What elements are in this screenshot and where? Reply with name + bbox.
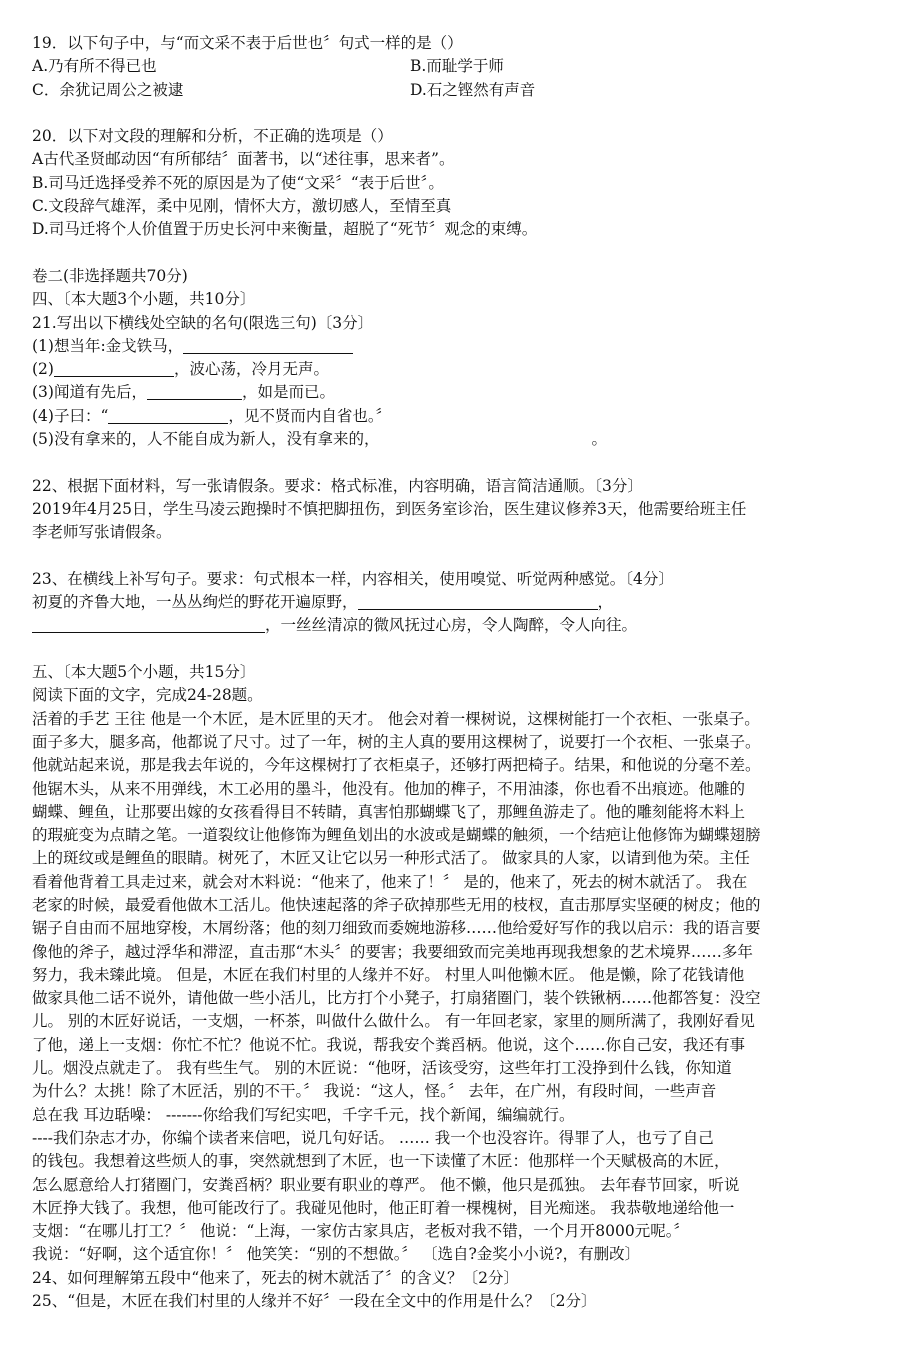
q22-material-line1: 2019年4月25日，学生马凌云跑操时不慎把脚扭伤，到医务室诊治，医生建议修养3天，他需要给班主任 <box>32 499 747 518</box>
q21-stem: 21.写出以下横线处空缺的名句(限选三句)〔3分〕 <box>32 313 374 332</box>
exam-page <box>32 32 882 1313</box>
part4-title: 四、〔本大题3个小题，共10分〕 <box>32 290 256 309</box>
q19-stem: 19．以下句子中，与“而文采不表于后世也〞句式一样的是（） <box>32 34 463 52</box>
passage-line: 活着的手艺 王往 他是一个木匠，是木匠里的天才。 他会对着一棵树说，这棵树能打一个衣柜、一张桌子。 <box>32 709 760 728</box>
q23-line2-text: ，一丝丝清凉的微风抚过心房，令人陶醉，令人向往。 <box>265 616 638 635</box>
passage-line: 总在我 耳边聒噪： -------你给我们写纪实吧，千字千元，找个新闻，编编就行。 <box>32 1105 575 1124</box>
q21-blank-2[interactable] <box>54 360 174 377</box>
passage-line: 努力，我未臻此境。 但是，木匠在我们村里的人缘并不好。 村里人叫他懒木匠。 他是懒，除了花钱请他 <box>32 965 745 984</box>
passage-line: 他锯木头，从来不用弹线，木工必用的墨斗，他没有。他加的榫子，不用油漆，你也看不出痕迹。他雕的 <box>32 779 746 798</box>
q23-stem: 23、在横线上补写句子。要求：句式根本一样，内容相关，使用嗅觉、听觉两种感觉。〔4分〕 <box>32 569 674 588</box>
passage-line: 看着他背着工具走过来，就会对木料说：“他来了，他来了！〞 是的，他来了，死去的树木就活了。 我在 <box>32 872 748 891</box>
q24-stem: 24、如何理解第五段中“他来了，死去的树木就活了〞的含义？〔2分〕 <box>32 1268 520 1287</box>
part5-title: 五、〔本大题5个小题，共15分〕 <box>32 663 256 682</box>
q23-blank-2[interactable] <box>32 616 265 633</box>
passage-line: 为什么？太挑！除了木匠活，别的不干。〞 我说：“这人，怪。〞 去年，在广州，有段时间，一些声音 <box>32 1082 717 1101</box>
q20-option-a: A古代圣贤邮动因“有所郁结〞面著书，以“述往事，思来者”。 <box>32 150 455 169</box>
q23-line2 <box>32 614 882 637</box>
q20-option-d: D.司马迁将个人价值置于历史长河中来衡量，超脱了“死节〞观念的束缚。 <box>32 220 538 239</box>
q21-line5-text: (5)没有拿来的，人不能自成为新人，没有拿来的， <box>32 430 380 449</box>
passage-line: 支烟：“在哪儿打工？〞 他说：“上海，一家仿古家具店，老板对我不错，一个月开8000元呢。〞 <box>32 1222 689 1241</box>
q21-line4 <box>32 405 882 428</box>
section2-title: 卷二(非选择题共70分) <box>32 266 188 285</box>
q20-stem: 20．以下对文段的理解和分析，不正确的选项是（） <box>32 127 393 146</box>
q21-line4-suffix: ，见不贤而内自省也。〞 <box>228 406 392 425</box>
passage-line: 怎么愿意给人打猪圈门，安粪舀柄？职业要有职业的尊严。 他不懒，他只是孤独。 去年春节回家，听说 <box>32 1175 740 1194</box>
passage-line: 了他，递上一支烟：你忙不忙？他说不忙。我说，帮我安个粪舀柄。他说，这个……你自己安，我还有事 <box>32 1035 746 1054</box>
q19-options-row1 <box>32 55 882 78</box>
q23-line1 <box>32 591 882 614</box>
passage-line: 像他的斧子，越过浮华和滞涩，直击那“木头〞的要害；我要细致而完美地再现我想象的艺术境界……多年 <box>32 942 753 961</box>
q21-line2 <box>32 358 882 381</box>
q23-line1-suffix: ， <box>597 593 614 612</box>
q21-blank-3[interactable] <box>147 383 242 400</box>
passage-line: 老家的时候，最爱看他做木工活儿。他快速起落的斧子砍掉那些无用的枝杈，直击那厚实坚硬的树皮；他的 <box>32 895 761 914</box>
q21-line3 <box>32 381 882 404</box>
q23-blank-1[interactable] <box>358 593 598 610</box>
q19-option-d: D.石之铿然有声音 <box>410 80 536 99</box>
q19-option-c: C．余犹记周公之被逮 <box>32 80 184 99</box>
passage-line: 面子多大，腿多高，他都说了尺寸。过了一年，树的主人真的要用这棵树了，说要打一个衣柜、一张桌子。 <box>32 732 761 751</box>
passage-line: 锯子自由而不屈地穿梭，木屑纷落；他的刻刀细致而委婉地游移……他给爱好写作的我以启示：我的语言要 <box>32 919 761 938</box>
reading-passage <box>32 708 882 1267</box>
q25-stem: 25、“但是，木匠在我们村里的人缘并不好〞一段在全文中的作用是什么？〔2分〕 <box>32 1292 597 1311</box>
q21-line5 <box>32 428 882 451</box>
q19-option-b: B.而耻学于师 <box>410 57 504 76</box>
q20-option-b: B.司马迁选择受养不死的原因是为了使“文采〞“表于后世〞。 <box>32 173 444 192</box>
passage-line: ----我们杂志才办，你编个读者来信吧，说几句好话。 …… 我一个也没容许。得罪了人，也亏了自己 <box>32 1128 714 1147</box>
q19-option-a: A.乃有所不得已也 <box>32 57 157 76</box>
passage-line: 的钱包。我想着这些烦人的事，突然就想到了木匠，也一下读懂了木匠：他那样一个天赋极高的木匠， <box>32 1152 730 1171</box>
q21-blank-1[interactable] <box>183 337 353 354</box>
q21-line2-prefix: (2) <box>32 360 54 379</box>
part5-intro: 阅读下面的文字，完成24-28题。 <box>32 686 263 705</box>
q22-material-line2: 李老师写张请假条。 <box>32 523 172 542</box>
passage-line: 他就站起来说，那是我去年说的，今年这棵树打了衣柜桌子，还够打两把椅子。结果，和他说的分毫不差。 <box>32 756 761 775</box>
passage-line: 的瑕疵变为点睛之笔。一道裂纹让他修饰为鲤鱼划出的水波或是蝴蝶的触须，一个结疤让他修饰为蝴蝶翅膀 <box>32 826 761 845</box>
passage-line: 蝴蝶、鲤鱼，让那要出嫁的女孩看得目不转睛，真害怕那蝴蝶飞了，那鲤鱼游走了。他的雕刻能将木料上 <box>32 802 746 821</box>
passage-line: 儿。 别的木匠好说话，一支烟，一杯茶，叫做什么做什么。 有一年回老家，家里的厕所满了，我刚好看见 <box>32 1012 755 1031</box>
q21-line3-text: (3)闻道有先后， <box>32 383 147 402</box>
q22-stem: 22、根据下面材料，写一张请假条。要求：格式标准，内容明确，语言简洁通顺。〔3分〕 <box>32 476 643 495</box>
q21-line1-text: (1)想当年:金戈铁马， <box>32 336 184 355</box>
q21-line4-text: (4)子曰：“ <box>32 406 109 425</box>
q21-line3-suffix: ，如是而已。 <box>241 383 335 402</box>
passage-line: 儿。烟没点就走了。 我有些生气。 别的木匠说：“他呀，活该受穷，这些年打工没挣到什么钱，你知道 <box>32 1059 732 1078</box>
q19-options-row2 <box>32 79 882 102</box>
q21-line5-suffix: 。 <box>591 430 607 449</box>
passage-line: 上的斑纹或是鲤鱼的眼睛。树死了，木匠又让它以另一种形式活了。 做家具的人家，以请到他为荣。主任 <box>32 849 750 868</box>
passage-line: 木匠挣大钱了。我想，他可能改行了。我碰见他时，他正盯着一棵槐树，目光痴迷。 我恭敬地递给他一 <box>32 1198 735 1217</box>
q23-line1-text: 初夏的齐鲁大地，一丛丛绚烂的野花开遍原野， <box>32 593 358 612</box>
q21-blank-4[interactable] <box>108 407 228 424</box>
q21-line1 <box>32 335 882 358</box>
q20-option-c: C.文段辞气雄浑，柔中见刚，情怀大方，激切感人，至情至真 <box>32 197 452 216</box>
passage-line: 做家具他二话不说外，请他做一些小活儿，比方打个小凳子，打扇猪圈门，装个铁锹柄……他都答复：没空 <box>32 989 761 1008</box>
q21-line2-text: ，波心荡，冷月无声。 <box>173 360 329 379</box>
passage-line: 我说：“好啊，这个适宜你！〞 他笑笑：“别的不想做。〞 〔选自?金奖小小说?，有删改〕 <box>32 1245 641 1264</box>
